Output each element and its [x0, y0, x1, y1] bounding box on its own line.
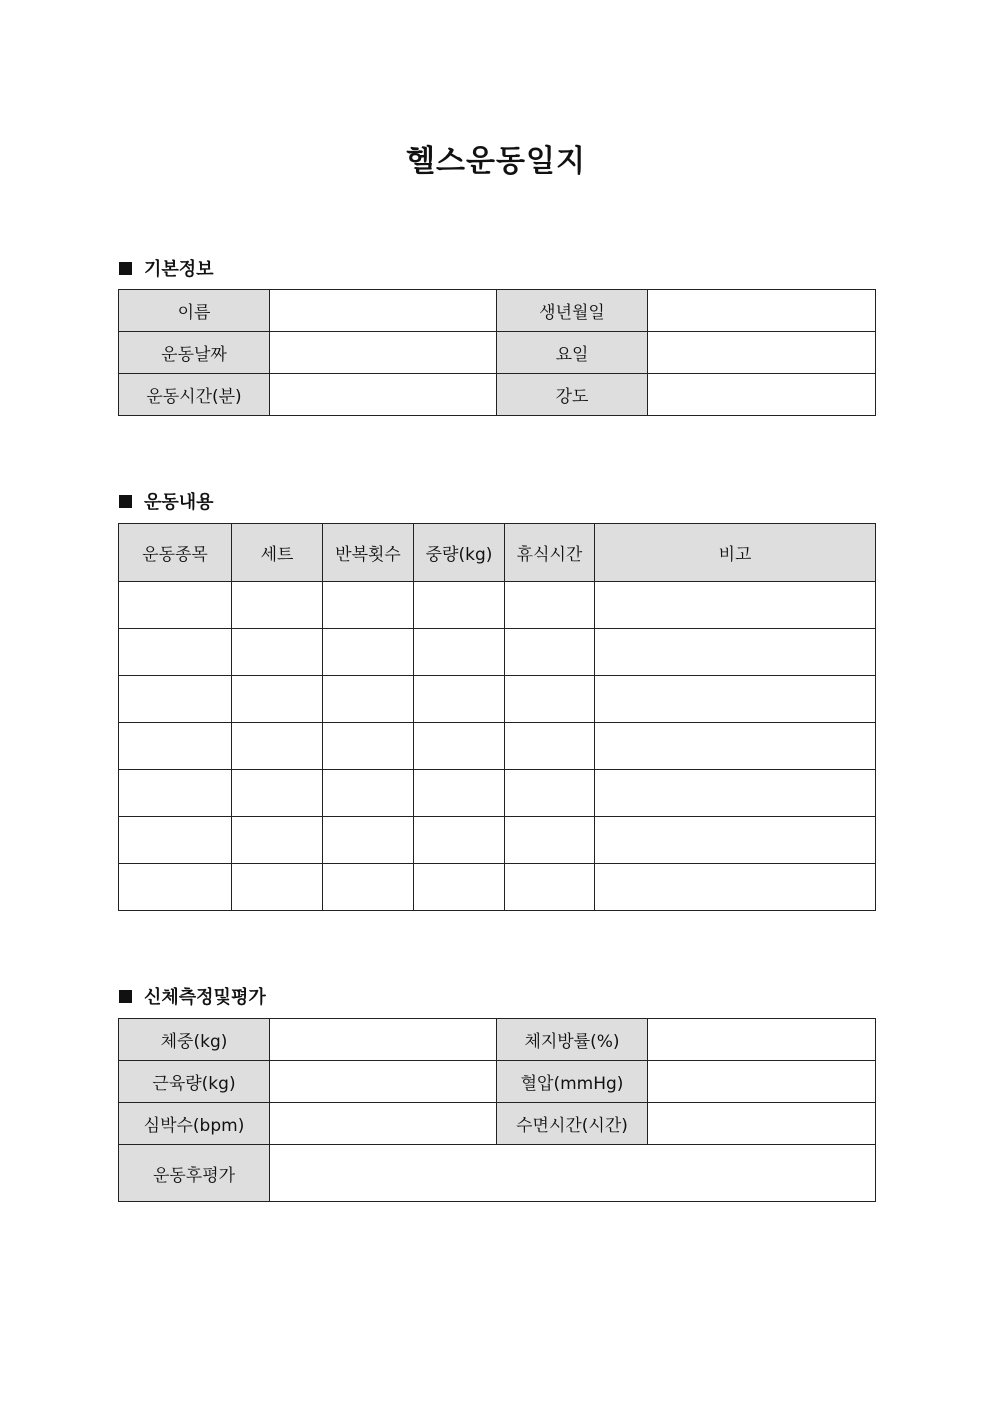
square-bullet-icon — [119, 262, 132, 275]
table-cell[interactable] — [232, 770, 323, 817]
column-header-notes: 비고 — [595, 524, 876, 582]
table-cell[interactable] — [505, 629, 595, 676]
label-heart-rate: 심박수(bpm) — [119, 1103, 270, 1145]
table-row — [119, 770, 876, 817]
table-cell[interactable] — [414, 817, 505, 864]
table-cell[interactable] — [505, 582, 595, 629]
table-cell[interactable] — [505, 676, 595, 723]
table-cell[interactable] — [323, 723, 414, 770]
field-exercise-minutes[interactable] — [270, 374, 497, 416]
table-cell[interactable] — [232, 629, 323, 676]
page-title: 헬스운동일지 — [406, 144, 586, 179]
column-header-sets: 세트 — [232, 524, 323, 582]
body-measurement-table — [118, 1018, 876, 1202]
square-bullet-icon — [119, 990, 132, 1003]
column-header-rest: 휴식시간 — [505, 524, 595, 582]
table-row — [119, 864, 876, 911]
section-heading-body — [119, 983, 266, 1009]
table-cell[interactable] — [119, 629, 232, 676]
table-row — [119, 1145, 876, 1202]
table-cell[interactable] — [505, 817, 595, 864]
field-exercise-date[interactable] — [270, 332, 497, 374]
table-cell[interactable] — [595, 723, 876, 770]
table-cell[interactable] — [595, 582, 876, 629]
table-row — [119, 374, 876, 416]
field-name[interactable] — [270, 290, 497, 332]
table-cell[interactable] — [119, 723, 232, 770]
table-row — [119, 723, 876, 770]
label-sleep-hours: 수면시간(시간) — [497, 1103, 648, 1145]
table-cell[interactable] — [323, 629, 414, 676]
label-intensity: 강도 — [497, 374, 648, 416]
table-cell[interactable] — [232, 676, 323, 723]
field-weekday[interactable] — [648, 332, 876, 374]
table-cell[interactable] — [119, 864, 232, 911]
table-cell[interactable] — [595, 817, 876, 864]
table-cell[interactable] — [414, 676, 505, 723]
table-row — [119, 1019, 876, 1061]
table-cell[interactable] — [119, 582, 232, 629]
exercise-table-body — [119, 582, 876, 911]
table-cell[interactable] — [232, 864, 323, 911]
table-cell[interactable] — [414, 582, 505, 629]
table-cell[interactable] — [505, 723, 595, 770]
label-blood-pressure: 혈압(mmHg) — [497, 1061, 648, 1103]
table-cell[interactable] — [595, 864, 876, 911]
table-cell[interactable] — [323, 817, 414, 864]
field-body-fat[interactable] — [648, 1019, 876, 1061]
table-row — [119, 817, 876, 864]
table-cell[interactable] — [323, 676, 414, 723]
table-cell[interactable] — [323, 770, 414, 817]
field-birthdate[interactable] — [648, 290, 876, 332]
table-cell[interactable] — [595, 770, 876, 817]
label-post-exercise-evaluation: 운동후평가 — [119, 1145, 270, 1202]
section-heading-label: 신체측정및평가 — [144, 987, 266, 1008]
label-weekday: 요일 — [497, 332, 648, 374]
table-row — [119, 332, 876, 374]
label-name: 이름 — [119, 290, 270, 332]
field-muscle-mass[interactable] — [270, 1061, 497, 1103]
table-row — [119, 1061, 876, 1103]
table-cell[interactable] — [323, 582, 414, 629]
table-row — [119, 290, 876, 332]
label-body-fat: 체지방률(%) — [497, 1019, 648, 1061]
section-heading-label: 운동내용 — [144, 492, 214, 513]
table-cell[interactable] — [119, 817, 232, 864]
table-header-row — [119, 524, 876, 582]
section-heading-label: 기본정보 — [144, 259, 214, 280]
table-cell[interactable] — [323, 864, 414, 911]
table-row — [119, 629, 876, 676]
field-body-weight[interactable] — [270, 1019, 497, 1061]
table-cell[interactable] — [232, 817, 323, 864]
table-cell[interactable] — [595, 676, 876, 723]
basic-info-table — [118, 289, 876, 416]
field-intensity[interactable] — [648, 374, 876, 416]
exercise-table — [118, 523, 876, 911]
square-bullet-icon — [119, 495, 132, 508]
label-body-weight: 체중(kg) — [119, 1019, 270, 1061]
section-heading-basic — [119, 255, 214, 281]
label-muscle-mass: 근육량(kg) — [119, 1061, 270, 1103]
table-row — [119, 676, 876, 723]
label-birthdate: 생년월일 — [497, 290, 648, 332]
table-cell[interactable] — [414, 864, 505, 911]
field-heart-rate[interactable] — [270, 1103, 497, 1145]
label-exercise-minutes: 운동시간(분) — [119, 374, 270, 416]
column-header-reps: 반복횟수 — [323, 524, 414, 582]
column-header-exercise: 운동종목 — [119, 524, 232, 582]
section-heading-exercise — [119, 488, 214, 514]
table-cell[interactable] — [414, 629, 505, 676]
table-cell[interactable] — [595, 629, 876, 676]
table-cell[interactable] — [505, 864, 595, 911]
table-cell[interactable] — [232, 582, 323, 629]
field-blood-pressure[interactable] — [648, 1061, 876, 1103]
table-cell[interactable] — [119, 770, 232, 817]
field-post-exercise-evaluation[interactable] — [270, 1145, 876, 1202]
table-cell[interactable] — [232, 723, 323, 770]
table-cell[interactable] — [414, 723, 505, 770]
table-cell[interactable] — [505, 770, 595, 817]
column-header-weight: 중량(kg) — [414, 524, 505, 582]
table-cell[interactable] — [119, 676, 232, 723]
label-exercise-date: 운동날짜 — [119, 332, 270, 374]
table-cell[interactable] — [414, 770, 505, 817]
table-row — [119, 582, 876, 629]
field-sleep-hours[interactable] — [648, 1103, 876, 1145]
table-row — [119, 1103, 876, 1145]
